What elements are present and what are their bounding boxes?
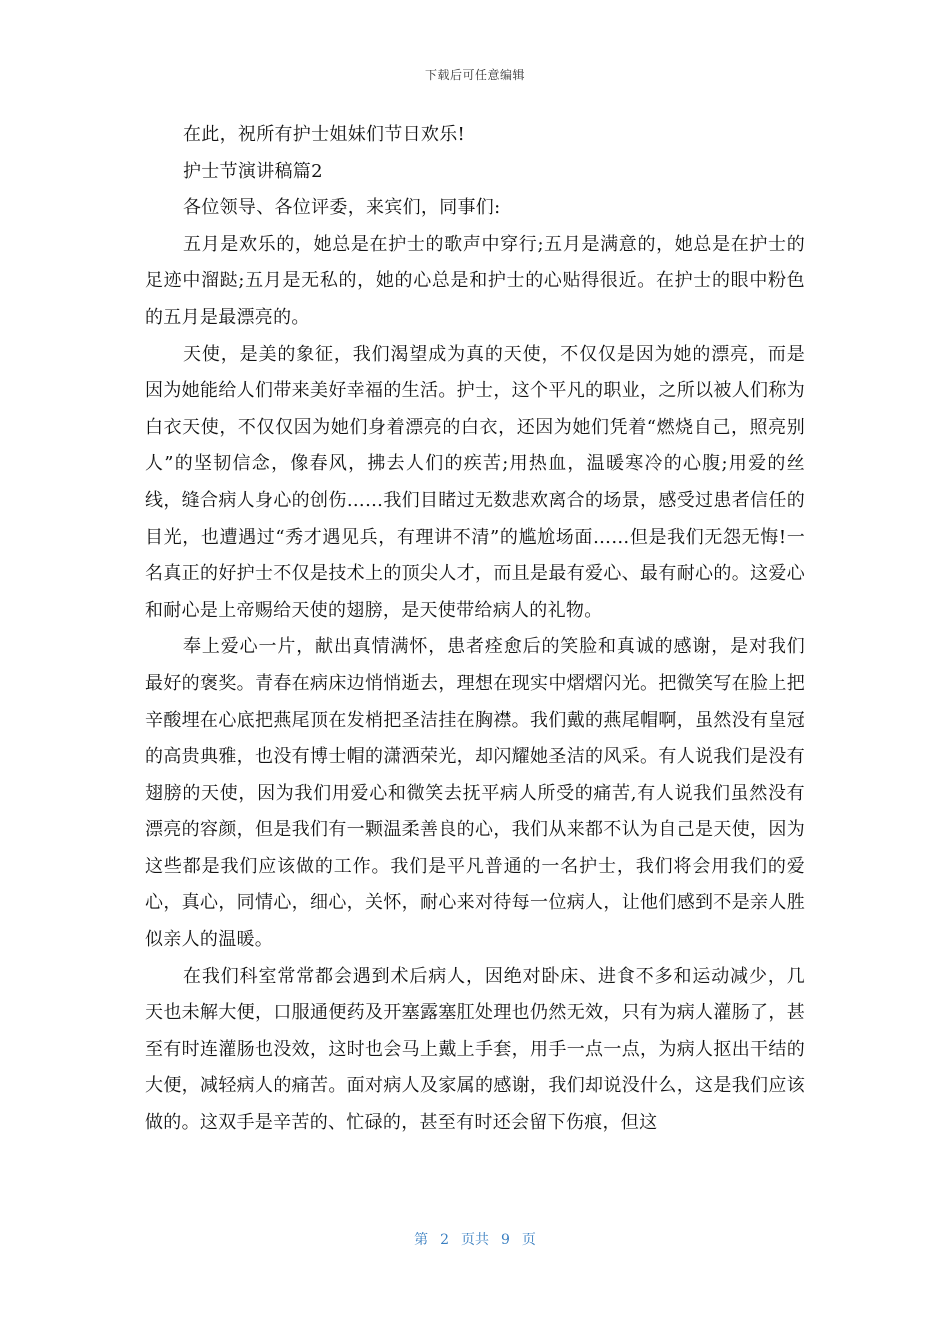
paragraph: 在我们科室常常都会遇到术后病人，因绝对卧床、进食不多和运动减少，几天也未解大便，口服通便药及开塞露塞肛处理也仍然无效，只有为病人灌肠了，甚至有时连灌肠也没效，这时也会马上戴上手套，用手一点一点，为病人抠出干结的大便，减轻病人的痛苦。面对病人及家属的感谢，我们却说没什么，这是我们应该做的。这双手是辛苦的、忙碌的，甚至有时还会留下伤痕，但这 [145,965,805,1134]
footer-middle: 页共 [461,1232,489,1248]
page-header: 下载后可任意编辑 [424,68,525,82]
paragraph: 在此，祝所有护士姐妹们节日欢乐! [183,124,466,145]
paragraph: 五月是欢乐的，她总是在护士的歌声中穿行;五月是满意的，她总是在护士的足迹中溜跶;五月是无私的，她的心总是和护士的心贴得很近。在护士的眼中粉色的五月是最漂亮的。 [145,233,805,328]
footer-suffix: 页 [521,1232,536,1248]
section-title: 护士节演讲稿篇2 [183,160,323,182]
salutation: 各位领导、各位评委，来宾们，同事们: [183,197,501,219]
paragraph: 奉上爱心一片，献出真情满怀，患者痊愈后的笑脸和真诚的感谢，是对我们最好的褒奖。青春在病床边悄悄逝去，理想在现实中熠熠闪光。把微笑写在脸上把辛酸埋在心底把燕尾顶在发梢把圣洁挂在胸襟。我们戴的燕尾帽啊，虽然没有皇冠的高贵典雅，也没有博士帽的潇洒荣光，却闪耀她圣洁的风采。有人说我们是没有翅膀的天使，因为我们用爱心和微笑去抚平病人所受的痛苦,有人说我们虽然没有漂亮的容颜，但是我们有一颗温柔善良的心，我们从来都不认为自己是天使，因为这些都是我们应该做的工作。我们是平凡普通的一名护士，我们将会用我们的爱心，真心，同情心，细心，关怀，耐心来对待每一位病人，让他们感到不是亲人胜似亲人的温暖。 [145,636,805,951]
paragraph: 天使，是美的象征，我们渴望成为真的天使，不仅仅是因为她的漂亮，而是因为她能给人们带来美好幸福的生活。护士，这个平凡的职业，之所以被人们称为白衣天使，不仅仅因为她们身着漂亮的白衣，还因为她们凭着“燃烧自己，照亮别人”的坚韧信念，像春风，拂去人们的疾苦;用热血，温暖寒冷的心腹;用爱的丝线，缝合病人身心的创伤……我们目睹过无数悲欢离合的场景，感受过患者信任的目光，也遭遇过“秀才遇见兵，有理讲不清”的尴尬场面……但是我们无怨无悔!一名真正的好护士不仅是技术上的顶尖人才，而且是最有爱心、最有耐心的。这爱心和耐心是上帝赐给天使的翅膀，是天使带给病人的礼物。 [145,343,805,621]
page-number-footer [0,1229,950,1249]
footer-prefix: 第 [414,1232,429,1248]
current-page-number: 2 [440,1232,449,1248]
document-body [145,117,805,1142]
total-pages-number: 9 [501,1232,510,1248]
